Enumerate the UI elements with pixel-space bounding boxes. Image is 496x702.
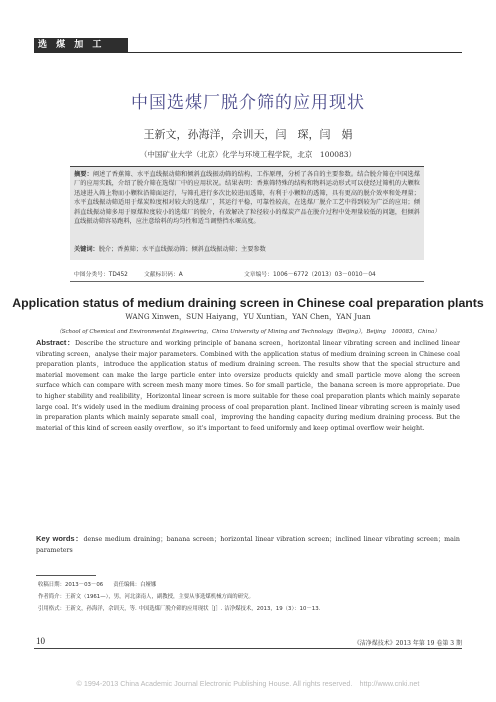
received-date: 收稿日期：2013－03－06 — [38, 582, 104, 588]
keywords-en — [36, 534, 460, 556]
classification-rule — [70, 281, 424, 282]
journal-reference: 《洁净煤技术》2013 年第 19 卷第 3 期 — [353, 640, 462, 647]
clc-number: 中图分类号：TD452 — [74, 272, 128, 278]
keywords-cn-label: 关键词： — [74, 246, 99, 253]
responsible-editor: 责任编辑：白娅娜 — [113, 582, 157, 588]
affiliation-cn: （中国矿业大学（北京）化学与环境工程学院，北京 100083） — [139, 150, 357, 159]
footnote-citation: 引用格式：王新文，孙海洋，佘训天，等. 中国选煤厂脱介筛的应用现状［J］. 洁净煤技术，2013，19（3）：10－13. — [38, 606, 321, 612]
copyright-watermark: © 1994-2013 China Academic Journal Electronic Publishing House. All rights reserved. http://www.cnki.net — [76, 679, 420, 688]
keywords-cn — [74, 245, 420, 254]
authors-cn: 王新文，孙海洋，佘训天，闫 琛，闫 娟 — [143, 128, 353, 141]
footnote-rule — [36, 575, 96, 576]
keywords-en-text: dense medium draining；banana screen；horizontal linear vibration screen；inclined linear vibrating screen；main parameters — [36, 536, 460, 554]
abstract-cn-text: 阐述了香蕉筛、水平直线振动筛和倾斜直线振动筛的结构、工作原理，分析了各自的主要参数。结合脱介筛在中国选煤厂的应用实践，介绍了脱介筛在选煤厂中的应用状况。结果表明：香蕉筛特殊的结构和物料运动形式可以使经过筛机的大颗粒迅速进入筛上物而小颗粒沿筛面运行，与筛孔进行多次比较进而透筛，有利于小颗粒的透筛，具有更高的脱介效率和处理量；水平直线振动筛适用于煤炭粒度相对较大的选煤厂，其运行平稳，可靠性较高，在选煤厂脱介工艺中得到较为广泛的应用；倾斜直线振动筛多用于原煤粒度较小的选煤厂的脱介，有效解决了粒径较小的煤炭产品在脱介过程中处理量较低的问题，但倾斜直线振动筛容易跑料，应注意给料的均匀性和适当调整挡水堰高度。 — [74, 171, 421, 226]
document-code: 文献标识码：A — [144, 272, 183, 278]
header-tab — [128, 38, 462, 52]
title-cn: 中国选煤厂脱介筛的应用现状 — [131, 93, 365, 113]
abstract-cn — [74, 170, 420, 226]
header-rule — [34, 52, 462, 53]
section-label: 选 煤 加 工 — [38, 40, 105, 50]
page-number: 10 — [36, 636, 45, 646]
keywords-en-label: Key words： — [36, 534, 84, 543]
article-number: 文章编号：1006－6772（2013）03－0010－04 — [244, 272, 376, 278]
affiliation-en: （School of Chemical and Environmental Engineering，China University of Mining and Technology（Beijing），Beijing 100083，China） — [56, 329, 440, 335]
bottom-rule — [34, 648, 462, 649]
abstract-cn-label: 摘要： — [74, 171, 93, 178]
abstract-en — [36, 338, 460, 434]
authors-en: WANG Xinwen，SUN Haiyang，YU Xuntian，YAN Chen，YAN Juan — [125, 312, 371, 321]
abstract-en-text: Describe the structure and working principle of banana screen，horizontal linear vibrating screen and inclined linear vibrating screen，analyse their major parameters. Combined with the application status of medium draining screen in Chinese coal preparation plants，introduce the application status of medium draining screen. The results show that the special structure and material movement can make the large particle enter into oversize products quickly and small particle move along the screen surface which can compare with screen mesh many more times. So for small particle，the banana screen is more appropriate. Due to higher stability and realibility，Horizontal linear screen is more suitable for these coal preparation plants which mainly separate large coal. It's widely used in the medium draining process of coal preparation plant. Inclined linear vibrating screen is mainly used in preparation plants which mainly separate small coal，improving the handing capacity during medium draining process. But the material of this kind of screen easily overflow，so it's important to feed uniformly and keep optimal overflow weir height. — [36, 340, 460, 432]
abstract-en-label: Abstract： — [36, 338, 75, 347]
footnote-author-bio: 作者简介：王新文（1961—），男，河北滦南人，副教授，主要从事选煤机械方面的研究。 — [38, 594, 254, 600]
keywords-cn-text: 脱介；香蕉筛；水平直线振动筛；倾斜直线振动筛；主要参数 — [98, 246, 266, 253]
section-header-bar — [34, 38, 462, 52]
title-en: Application status of medium draining screen in Chinese coal preparation plants — [12, 296, 484, 310]
footnote-received — [38, 580, 462, 588]
